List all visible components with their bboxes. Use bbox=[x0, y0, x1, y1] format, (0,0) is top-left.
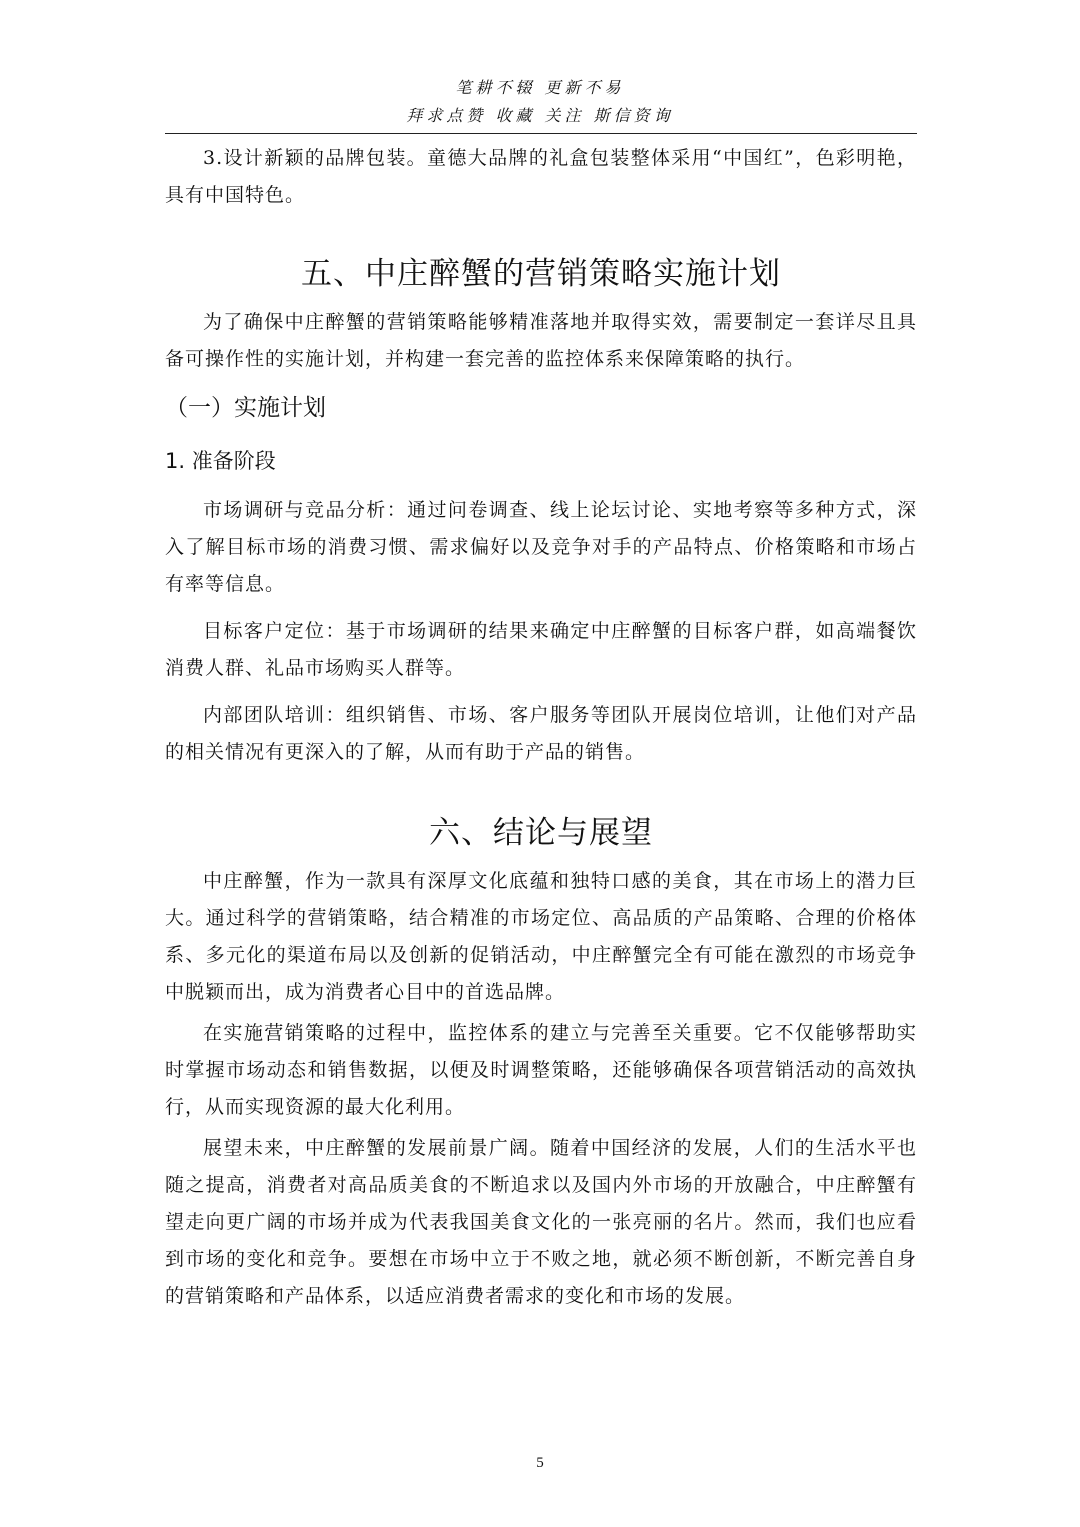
paragraph-conclusion-3: 展望未来，中庄醉蟹的发展前景广阔。随着中国经济的发展，人们的生活水平也随之提高，消费者对高品质美食的不断追求以及国内外市场的开放融合，中庄醉蟹有望走向更广阔的市场并成为代表我国美食文化的一张亮丽的名片。然而，我们也应看到市场的变化和竞争。要想在市场中立于不败之地，就必须不断创新，不断完善自身的营销策略和产品体系，以适应消费者需求的变化和市场的发展。 bbox=[165, 1137, 917, 1307]
section-5-heading: 五、中庄醉蟹的营销策略实施计划 bbox=[301, 256, 781, 292]
subsubsection-1-heading: 1. 准备阶段 bbox=[165, 449, 276, 473]
document-body bbox=[165, 140, 917, 1315]
paragraph-section-5-intro: 为了确保中庄醉蟹的营销策略能够精准落地并取得实效，需要制定一套详尽且具备可操作性的实施计划，并构建一套完善的监控体系来保障策略的执行。 bbox=[165, 311, 917, 370]
paragraph-conclusion-2: 在实施营销策略的过程中，监控体系的建立与完善至关重要。它不仅能够帮助实时掌握市场动态和销售数据，以便及时调整策略，还能够确保各项营销活动的高效执行，从而实现资源的最大化利用。 bbox=[165, 1022, 917, 1118]
section-6-heading: 六、结论与展望 bbox=[429, 815, 653, 851]
header-line-1: 笔耕不辍 更新不易 bbox=[455, 78, 625, 97]
page-header bbox=[0, 74, 1080, 130]
header-line-2: 拜求点赞 收藏 关注 斯信资询 bbox=[406, 106, 674, 125]
paragraph-team-training: 内部团队培训：组织销售、市场、客户服务等团队开展岗位培训，让他们对产品的相关情况有更深入的了解，从而有助于产品的销售。 bbox=[165, 704, 917, 763]
subsection-1-heading: （一）实施计划 bbox=[165, 395, 326, 421]
header-divider bbox=[165, 133, 917, 134]
paragraph-target-customers: 目标客户定位：基于市场调研的结果来确定中庄醉蟹的目标客户群，如高端餐饮消费人群、礼品市场购买人群等。 bbox=[165, 620, 917, 679]
paragraph-packaging: 3.设计新颖的品牌包装。童德大品牌的礼盒包装整体采用“中国红”，色彩明艳，具有中国特色。 bbox=[165, 147, 917, 206]
paragraph-market-research: 市场调研与竞品分析：通过问卷调查、线上论坛讨论、实地考察等多种方式，深入了解目标市场的消费习惯、需求偏好以及竞争对手的产品特点、价格策略和市场占有率等信息。 bbox=[165, 499, 917, 595]
paragraph-conclusion-1: 中庄醉蟹，作为一款具有深厚文化底蕴和独特口感的美食，其在市场上的潜力巨大。通过科学的营销策略，结合精准的市场定位、高品质的产品策略、合理的价格体系、多元化的渠道布局以及创新的促销活动，中庄醉蟹完全有可能在激烈的市场竞争中脱颖而出，成为消费者心目中的首选品牌。 bbox=[165, 870, 917, 1003]
page-number: 5 bbox=[536, 1455, 544, 1471]
